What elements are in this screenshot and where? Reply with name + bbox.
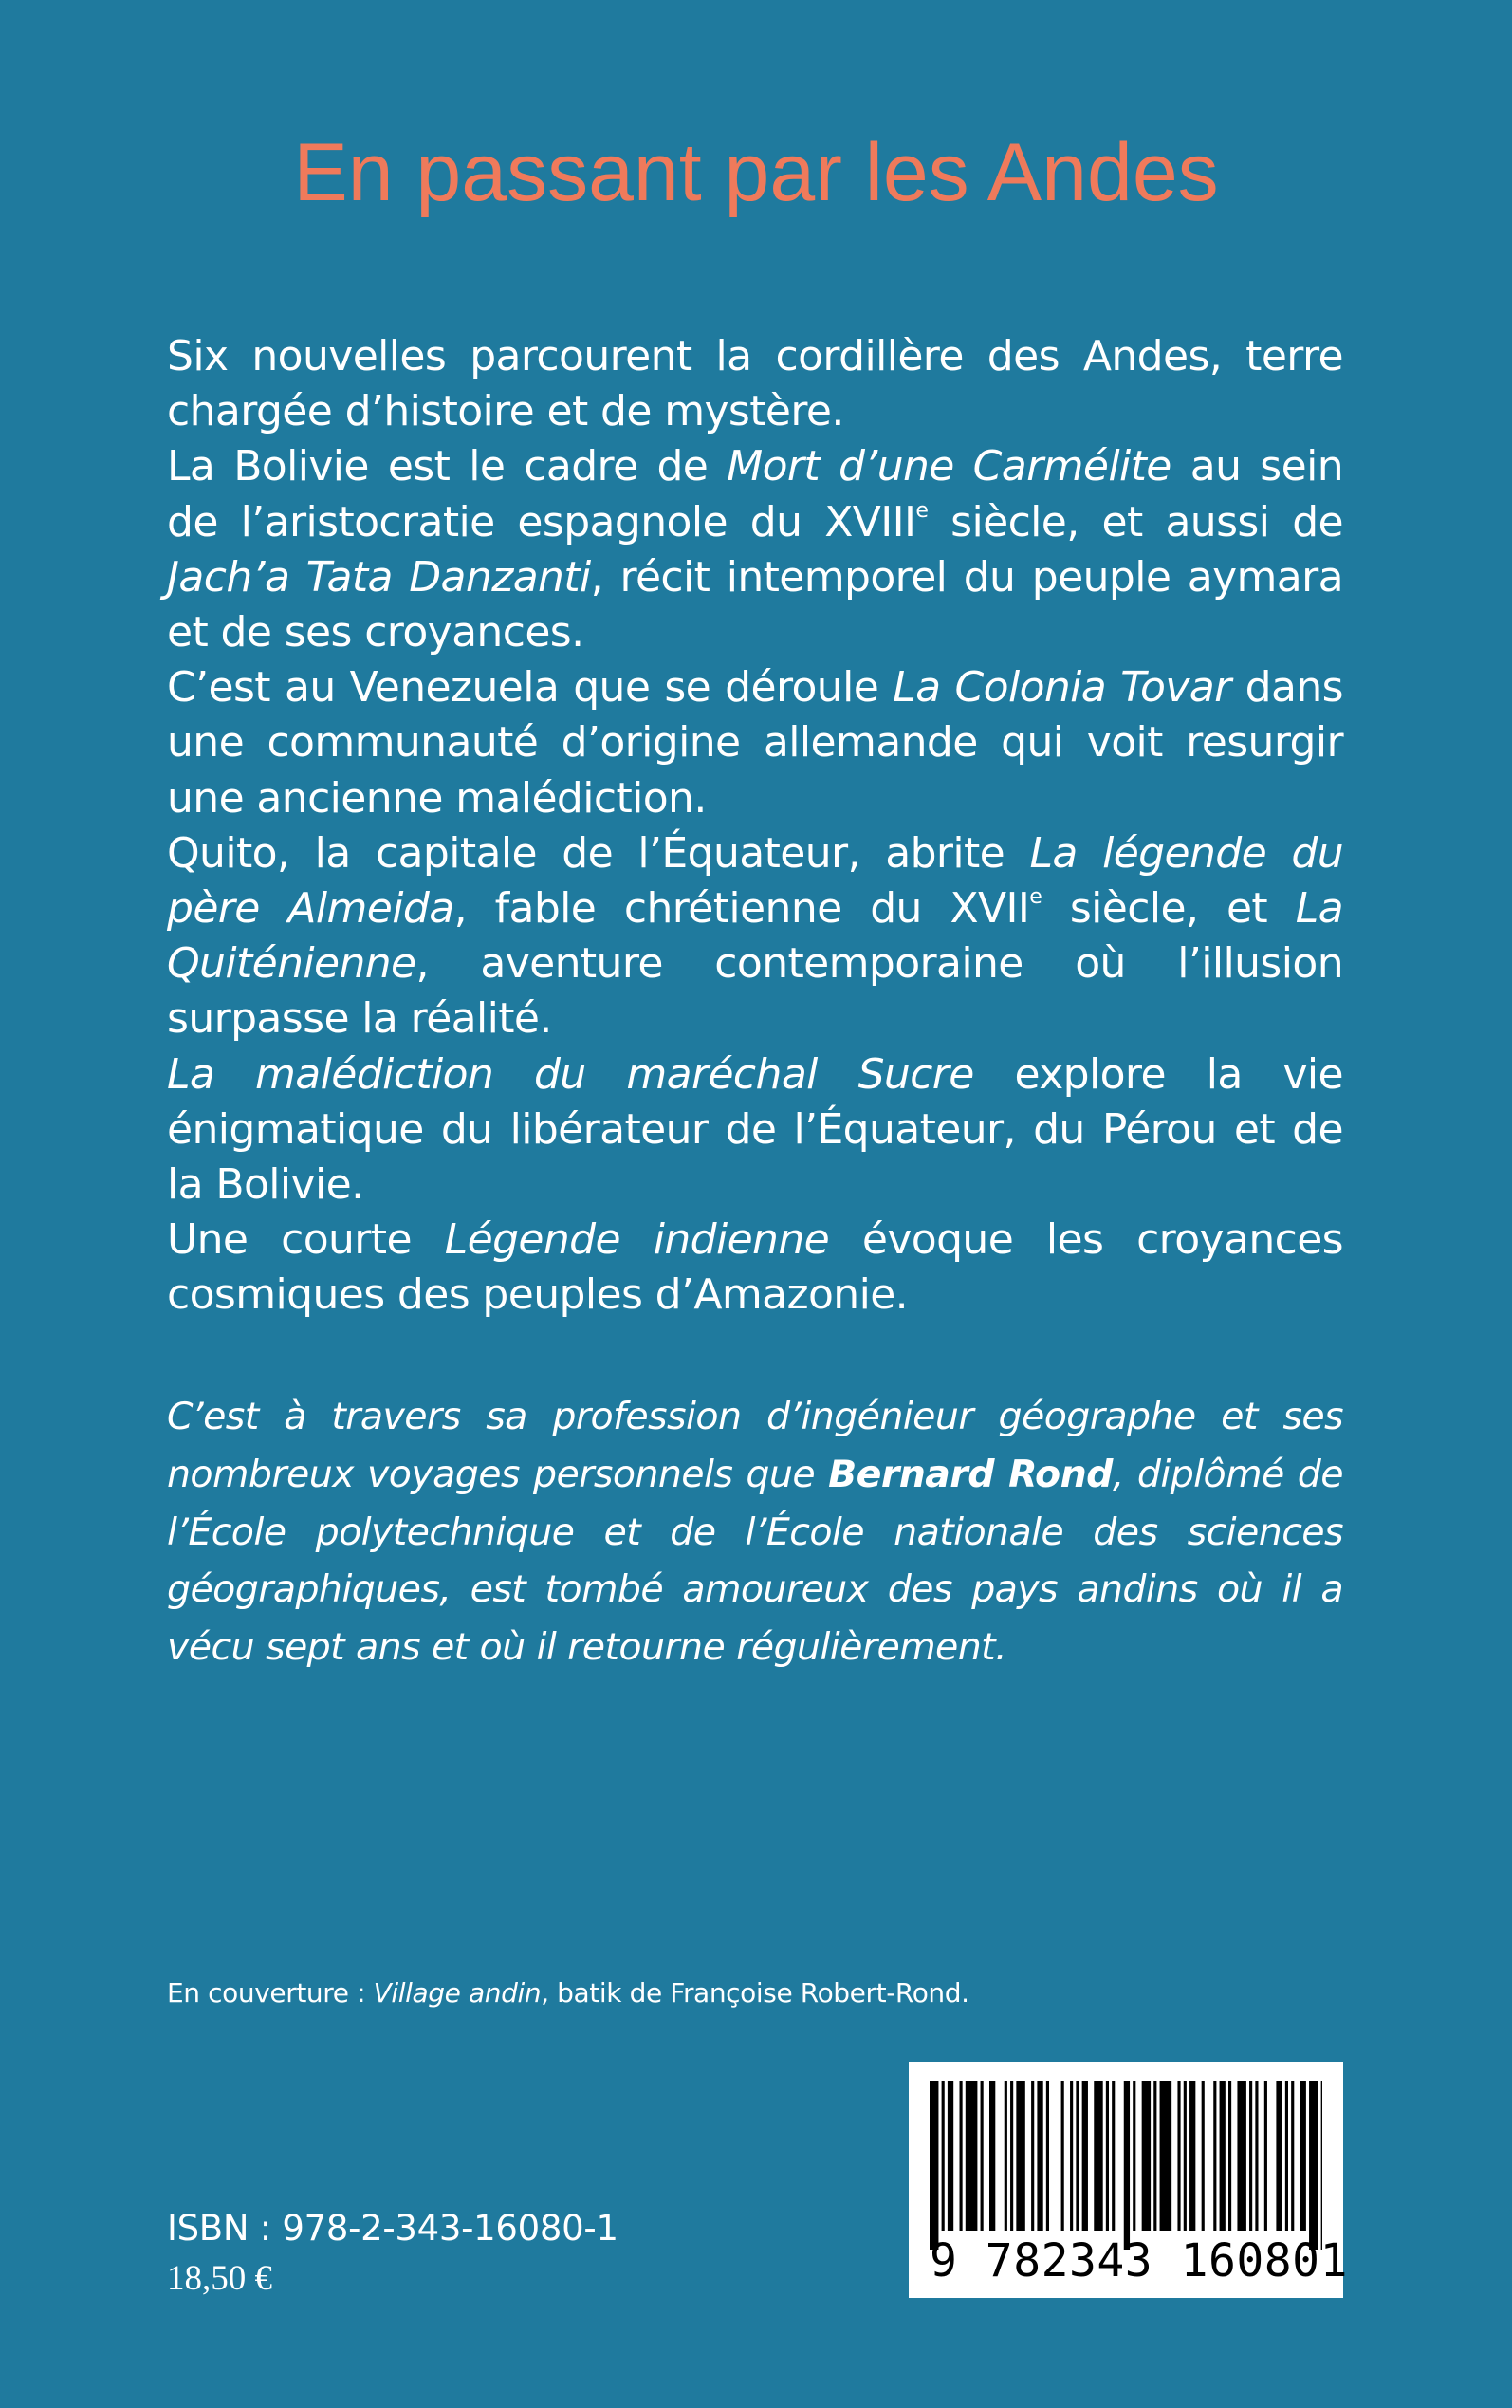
- italic-run: La Quiténienne: [167, 884, 1344, 989]
- barcode-bar: [1124, 2081, 1130, 2250]
- barcode-bar: [930, 2081, 938, 2250]
- barcode-bar: [1112, 2081, 1115, 2231]
- summary-paragraph: [167, 439, 1343, 660]
- barcode-bar: [966, 2081, 978, 2231]
- text-run: , fable chrétienne du XVII: [453, 884, 1030, 934]
- isbn-label: ISBN : 978-2-343-16080-1: [167, 2208, 618, 2249]
- barcode-bar: [1010, 2081, 1013, 2231]
- text-run: , diplômé de l’École polytechnique et de l’École nationale des sciences géographiques, est tombé amoureux des pays andins où il a vécu sept ans et où il retourne régulièrement.: [167, 1452, 1343, 1670]
- summary-text: [167, 329, 1343, 1324]
- barcode-bar: [1291, 2081, 1294, 2231]
- barcode-bar: [1177, 2081, 1180, 2231]
- barcode-bar: [1264, 2081, 1267, 2231]
- barcode-bar: [1276, 2081, 1282, 2231]
- italic-run: La Colonia Tovar: [893, 663, 1231, 713]
- italic-run: Village andin: [373, 1977, 542, 2009]
- barcode-bar: [1202, 2081, 1205, 2231]
- text-run: C’est au Venezuela que se déroule: [167, 663, 894, 713]
- summary-paragraph: [167, 1047, 1343, 1213]
- barcode-bar: [1228, 2081, 1231, 2231]
- text-run: siècle, et: [1042, 884, 1296, 934]
- barcode-bar: [942, 2081, 945, 2231]
- barcode-bar: [1249, 2081, 1252, 2231]
- barcode-bar: [1285, 2081, 1288, 2231]
- text-run: La Bolivie est le cadre de: [167, 442, 728, 491]
- barcode-bar: [1300, 2081, 1306, 2231]
- barcode-bar: [1016, 2081, 1024, 2231]
- barcode-bar: [1070, 2081, 1073, 2231]
- price-label: 18,50 €: [167, 2259, 272, 2298]
- cover-credit: [167, 1976, 969, 2010]
- barcode-bar: [1133, 2081, 1135, 2231]
- barcode-bar: [948, 2081, 953, 2231]
- barcode-bar: [1046, 2081, 1049, 2231]
- author-bio: [167, 1388, 1343, 1676]
- text-run: siècle, et aussi de: [928, 497, 1343, 546]
- text-run: au sein de l’aristocratie espagnole du XVIII: [167, 442, 1343, 546]
- barcode-bar: [1213, 2081, 1216, 2231]
- barcode-bar: [1094, 2081, 1102, 2231]
- barcode-bar: [989, 2081, 995, 2231]
- text-run: Six nouvelles parcourent la cordillère des Andes, terre chargée d’histoire et de mystère.: [167, 332, 1343, 436]
- barcode-bar: [1082, 2081, 1088, 2231]
- author-name: Bernard Rond: [828, 1452, 1113, 1496]
- italic-run: Légende indienne: [444, 1215, 830, 1265]
- barcode-bar: [1061, 2081, 1064, 2231]
- italic-run: La légende du père Almeida: [167, 828, 1343, 934]
- text-run: évoque les croyances cosmiques des peuples d’Amazonie.: [167, 1215, 1343, 1320]
- text-run: C’est à travers sa profession d’ingénieur géographe et ses nombreux voyages personnels que: [167, 1395, 1343, 1496]
- summary-paragraph: [167, 329, 1343, 439]
- superscript: e: [915, 498, 929, 523]
- text-run: Quito, la capitale de l’Équateur, abrite: [167, 828, 1030, 878]
- superscript: e: [1029, 885, 1042, 910]
- barcode-bar: [1142, 2081, 1151, 2231]
- summary-paragraph: [167, 660, 1343, 826]
- barcode-bar: [1237, 2081, 1245, 2231]
- text-run: , batik de Françoise Robert-Rond.: [541, 1977, 969, 2009]
- barcode-bar: [1255, 2081, 1258, 2231]
- barcode-bar: [1160, 2081, 1172, 2231]
- italic-run: Jach’a Tata Danzanti: [167, 552, 591, 602]
- barcode-bar: [1321, 2081, 1322, 2250]
- barcode-digits: 9 782343 160801: [930, 2234, 1348, 2288]
- barcode-bar: [1076, 2081, 1079, 2231]
- barcode-bar: [1037, 2081, 1042, 2231]
- italic-run: La malédiction du maréchal Sucre: [167, 1049, 974, 1099]
- barcode-bar: [1189, 2081, 1195, 2231]
- text-run: , récit intemporel du peuple aymara et de ses croyances.: [167, 552, 1343, 658]
- barcode: [909, 2062, 1348, 2298]
- barcode-bar: [1184, 2081, 1187, 2231]
- text-run: Une courte: [167, 1215, 445, 1265]
- book-title: En passant par les Andes: [293, 127, 1219, 218]
- text-run: En couverture :: [167, 1977, 374, 2009]
- text-run: dans une communauté d’origine allemande qui voit resurgir une ancienne malédiction.: [167, 663, 1343, 823]
- barcode-bar: [1153, 2081, 1156, 2231]
- text-run: explore la vie énigmatique du libérateur de l’Équateur, du Pérou et de la Bolivie.: [167, 1049, 1343, 1210]
- barcode-bar: [1031, 2081, 1034, 2231]
- barcode-bar: [1220, 2081, 1226, 2231]
- barcode-bar: [1005, 2081, 1007, 2231]
- barcode-bar: [960, 2081, 963, 2231]
- barcode-bar: [1106, 2081, 1109, 2231]
- barcode-bar: [1309, 2081, 1318, 2250]
- summary-paragraph: [167, 826, 1343, 1047]
- italic-run: Mort d’une Carmélite: [727, 442, 1171, 491]
- summary-paragraph: [167, 1213, 1343, 1323]
- barcode-bar: [981, 2081, 984, 2231]
- text-run: , aventure contemporaine où l’illusion surpasse la réalité.: [167, 939, 1343, 1044]
